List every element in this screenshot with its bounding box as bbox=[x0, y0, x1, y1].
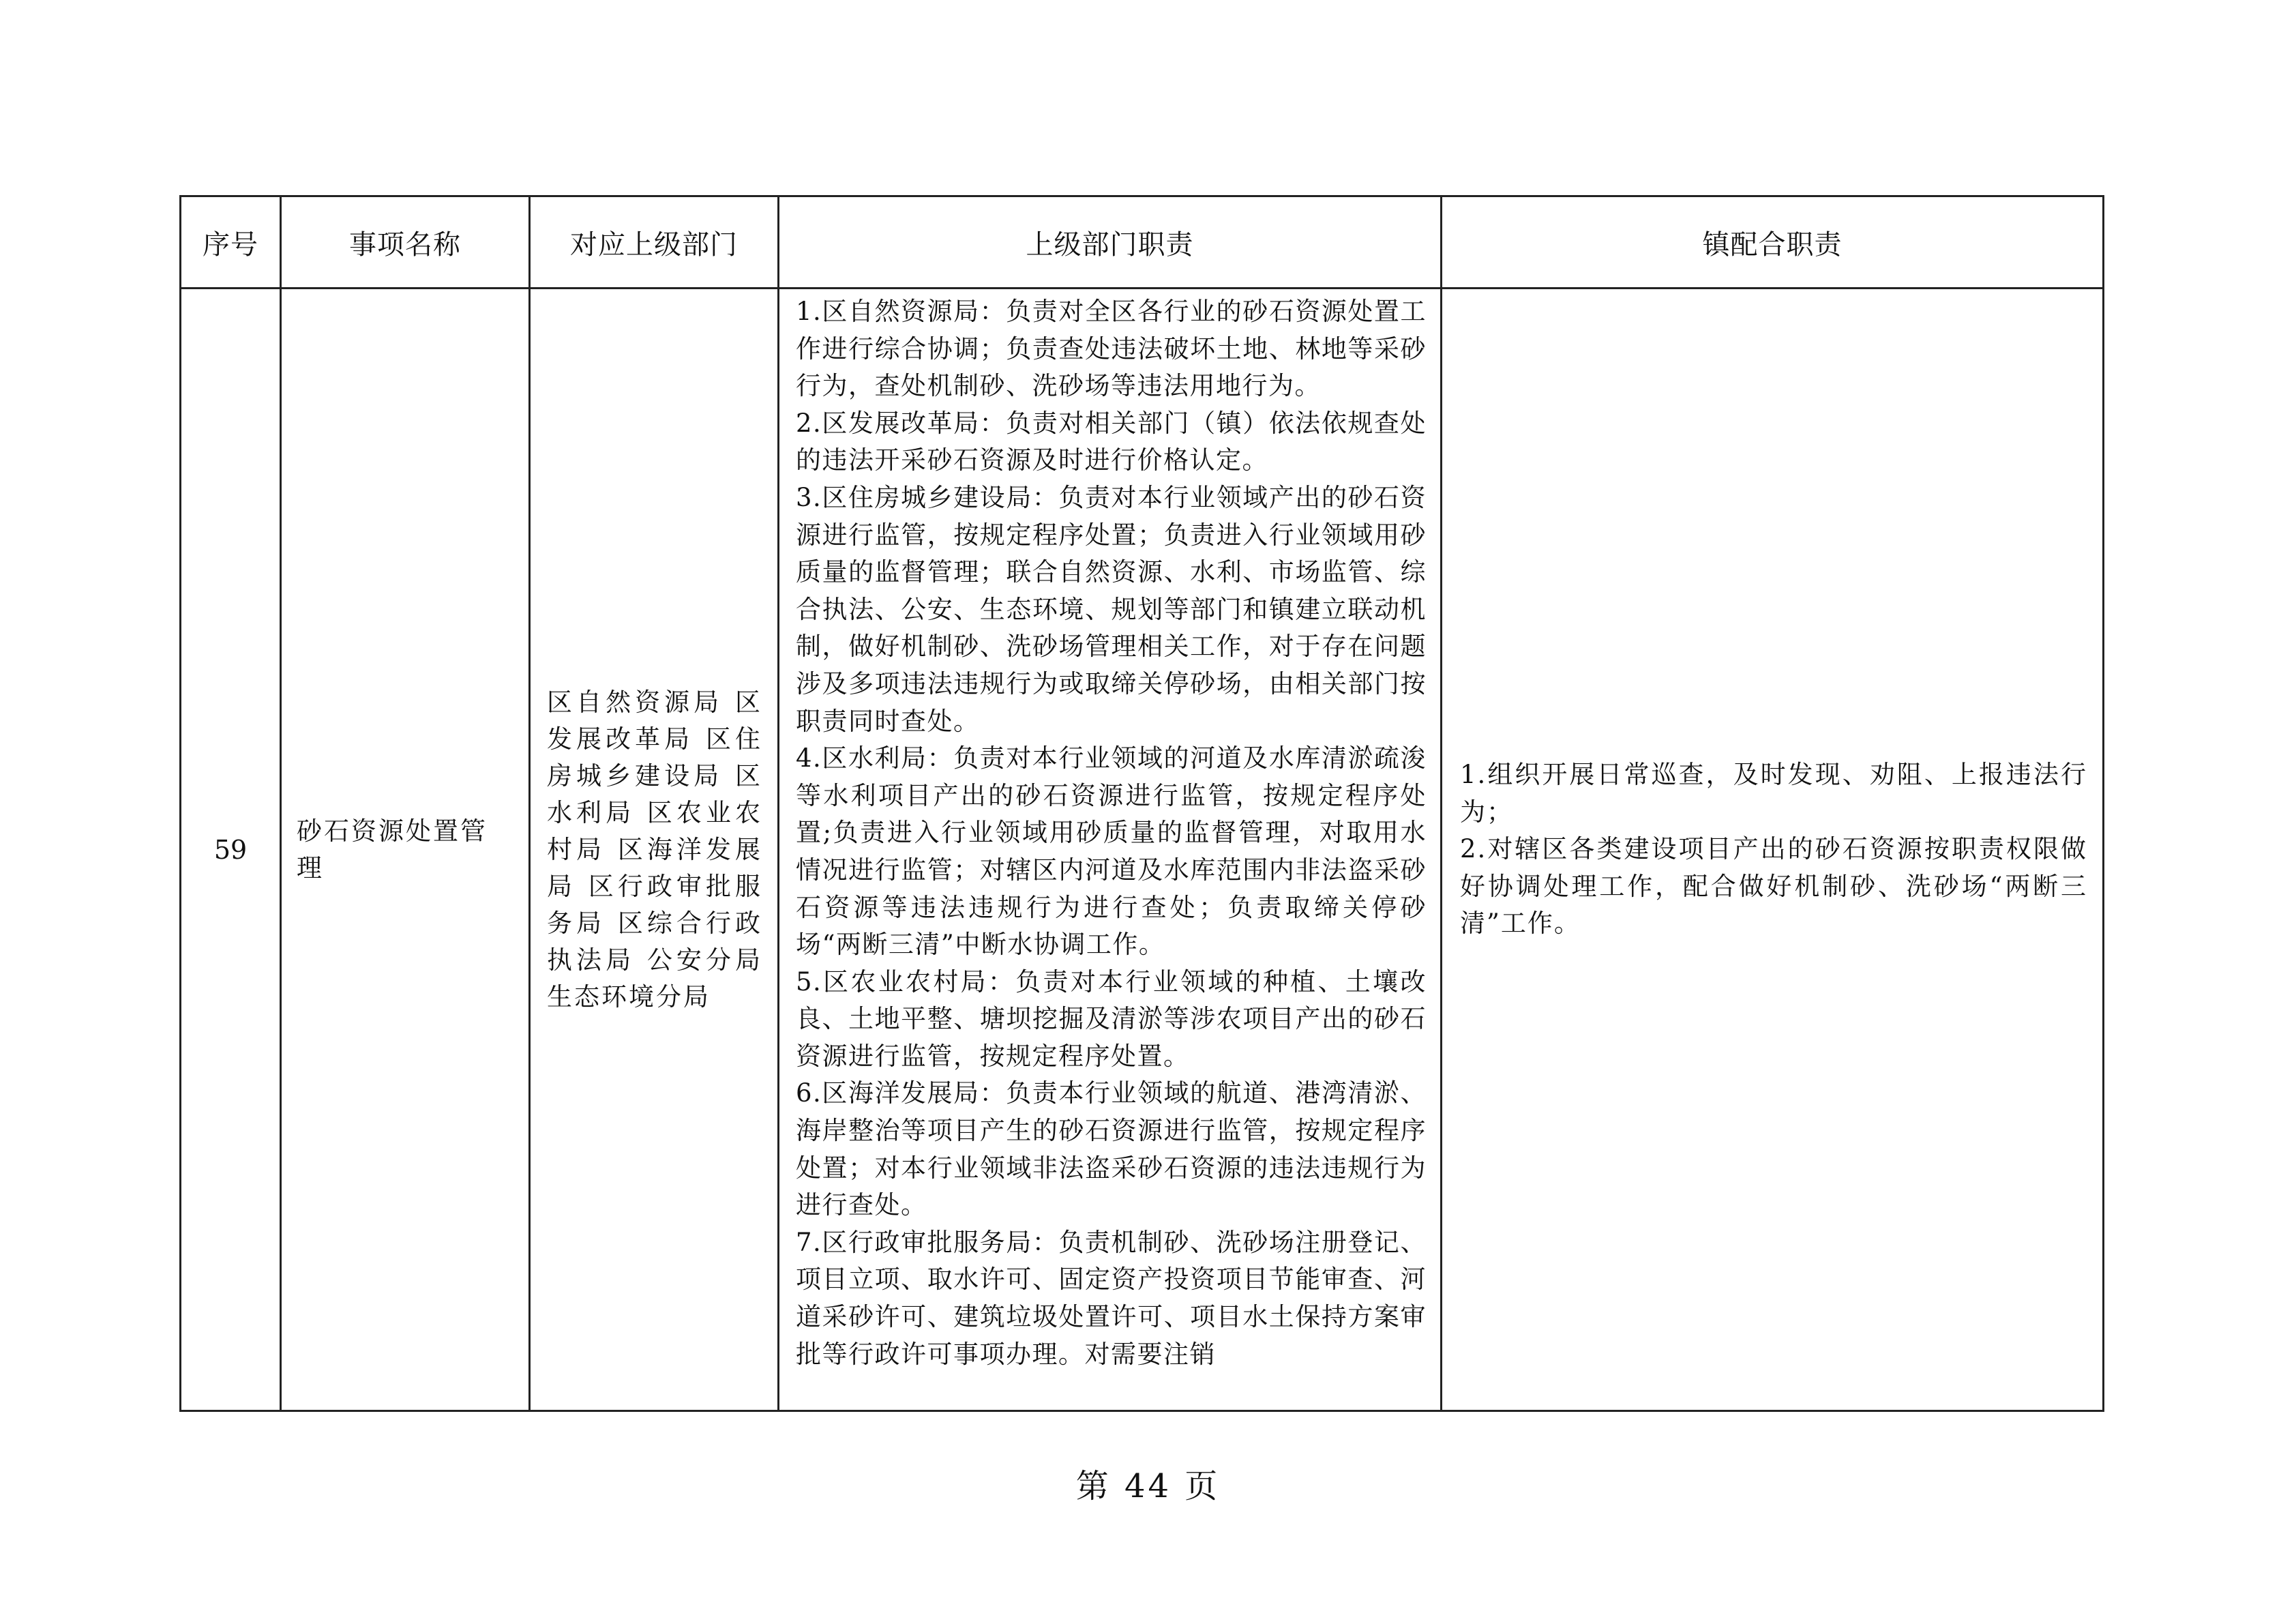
duty-paragraph: 1.区自然资源局：负责对全区各行业的砂石资源处置工作进行综合协调；负责查处违法破坏土地、林地等采砂行为，查处机制砂、洗砂场等违法用地行为。 bbox=[796, 297, 1427, 401]
row-item-name: 砂石资源处置管理 bbox=[281, 289, 530, 1411]
page-number: 第 44 页 bbox=[1075, 1467, 1221, 1505]
duty-paragraph: 5.区农业农村局：负责对本行业领域的种植、土壤改良、土地平整、塘坝挖掘及清淤等涉农项目产出的砂石资源进行监管，按规定程序处置。 bbox=[796, 966, 1427, 1071]
duty-paragraph: 6.区海洋发展局：负责本行业领域的航道、港湾清淤、海岸整治等项目产生的砂石资源进行监管，按规定程序处置；对本行业领域非法盗采砂石资源的违法违规行为进行查处。 bbox=[796, 1078, 1427, 1220]
row-town-duties bbox=[1442, 289, 2104, 1411]
duty-paragraph: 2.区发展改革局：负责对相关部门（镇）依法依规查处的违法开采砂石资源及时进行价格认定。 bbox=[796, 408, 1427, 475]
town-duty-paragraph: 2.对辖区各类建设项目产出的砂石资源按职责权限做好协调处理工作，配合做好机制砂、洗砂场“两断三清”工作。 bbox=[1460, 834, 2087, 939]
header-departments: 对应上级部门 bbox=[530, 196, 779, 289]
duty-paragraph: 7.区行政审批服务局：负责机制砂、洗砂场注册登记、项目立项、取水许可、固定资产投资项目节能审查、河道采砂许可、建筑垃圾处置许可、项目水土保持方案审批等行政许可事项办理。对需要注销 bbox=[796, 1227, 1427, 1369]
duty-paragraph: 3.区住房城乡建设局：负责对本行业领域产出的砂石资源进行监管，按规定程序处置；负责进入行业领域用砂质量的监督管理；联合自然资源、水利、市场监管、综合执法、公安、生态环境、规划等部门和镇建立联动机制，做好机制砂、洗砂场管理相关工作，对于存在问题涉及多项违法违规行为或取缔关停砂场，由相关部门按职责同时查处。 bbox=[796, 482, 1427, 736]
town-duty-paragraph: 1.组织开展日常巡查，及时发现、劝阻、上报违法行为； bbox=[1460, 760, 2087, 827]
duty-table bbox=[179, 195, 2104, 1412]
row-departments: 区自然资源局 区发展改革局 区住房城乡建设局 区水利局 区农业农村局 区海洋发展局 区行政审批服务局 区综合行政执法局 公安分局 生态环境分局 bbox=[530, 289, 779, 1411]
row-superior-duties bbox=[779, 289, 1442, 1411]
table-header-row bbox=[181, 196, 2104, 289]
header-superior-duties: 上级部门职责 bbox=[779, 196, 1442, 289]
row-number: 59 bbox=[181, 289, 281, 1411]
duty-paragraph: 4.区水利局：负责对本行业领域的河道及水库清淤疏浚等水利项目产出的砂石资源进行监管，按规定程序处置;负责进入行业领域用砂质量的监督管理，对取用水情况进行监管；对辖区内河道及水库范围内非法盗采砂石资源等违法违规行为进行查处；负责取缔关停砂场“两断三清”中断水协调工作。 bbox=[796, 743, 1427, 960]
header-item-name: 事项名称 bbox=[281, 196, 530, 289]
table-row bbox=[181, 289, 2104, 1411]
duties-list bbox=[796, 293, 1427, 1408]
header-town-duties: 镇配合职责 bbox=[1442, 196, 2104, 289]
header-number: 序号 bbox=[181, 196, 281, 289]
